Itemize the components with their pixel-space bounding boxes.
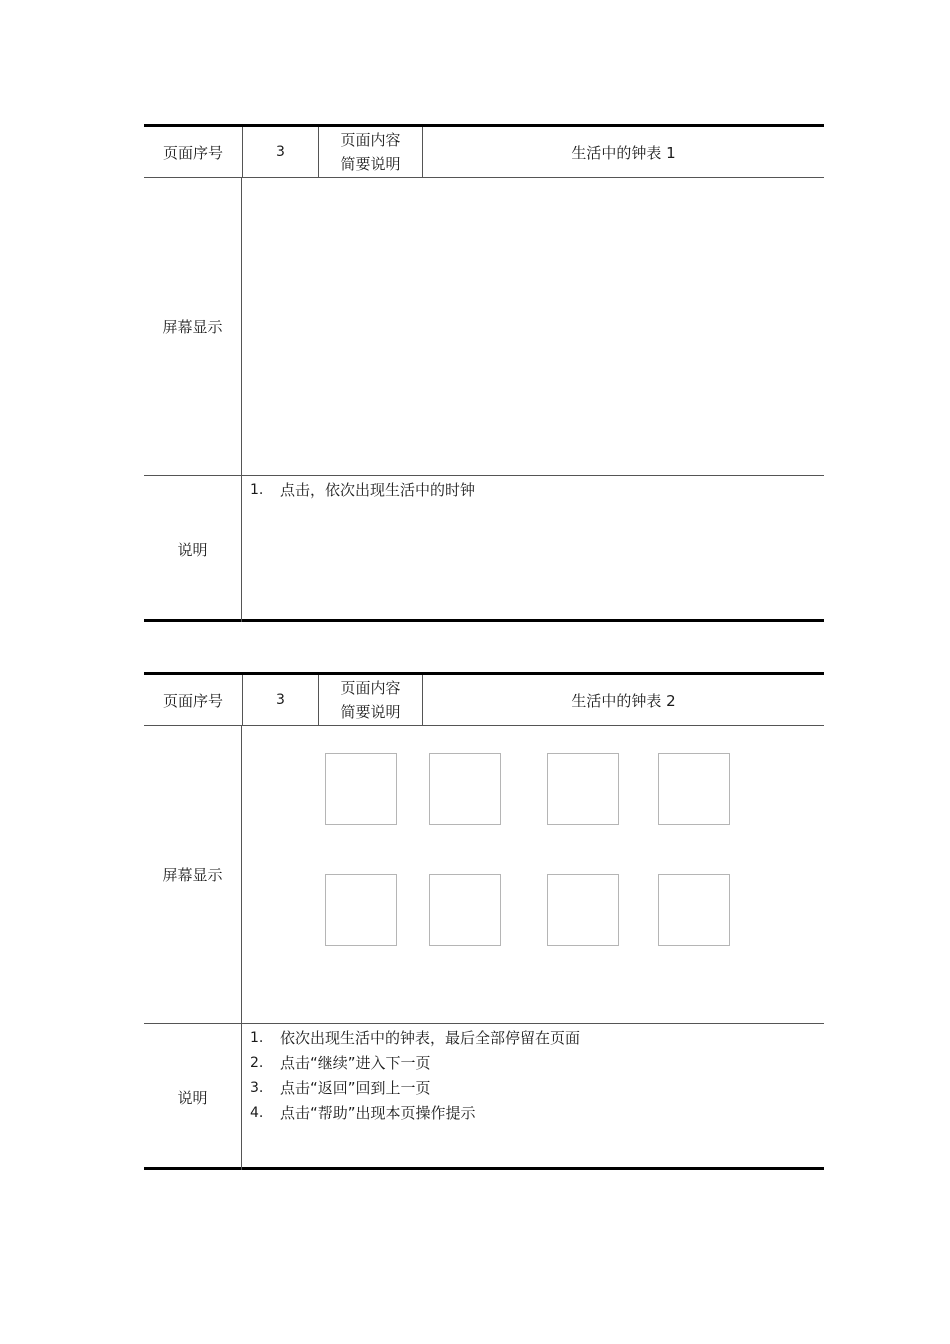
list-item-number: 1.	[250, 1030, 264, 1046]
list-item-number: 1.	[250, 482, 264, 498]
screen-row	[144, 178, 824, 476]
desc-label-line1: 页面内容	[340, 131, 401, 149]
desc-label	[318, 675, 422, 725]
screen-area	[242, 726, 824, 1023]
list-item-text: 点击，依次出现生活中的时钟	[280, 481, 476, 499]
list-item	[250, 1026, 580, 1051]
table-header-row	[144, 675, 824, 726]
list-item	[250, 1076, 580, 1101]
page-title: 生活中的钟表 2	[422, 675, 824, 725]
screen-area	[242, 178, 824, 475]
list-item	[250, 1101, 580, 1126]
seq-value: 3	[242, 675, 318, 725]
table-header-row	[144, 127, 824, 178]
desc-label-line2: 简要说明	[340, 703, 401, 721]
notes-row	[144, 476, 824, 622]
page-title: 生活中的钟表 1	[422, 127, 824, 177]
notes-area	[242, 1024, 824, 1170]
desc-label	[318, 127, 422, 177]
clock-image-placeholder	[658, 874, 730, 946]
notes-list	[250, 478, 475, 503]
screen-label: 屏幕显示	[144, 178, 242, 475]
page-spec-table-2	[144, 672, 824, 1170]
screen-row	[144, 726, 824, 1024]
notes-list	[250, 1026, 580, 1126]
notes-label: 说明	[144, 1024, 242, 1170]
desc-label-line1: 页面内容	[340, 679, 401, 697]
desc-label-line2: 简要说明	[340, 155, 401, 173]
clock-image-placeholder	[429, 874, 501, 946]
screen-label: 屏幕显示	[144, 726, 242, 1023]
clock-image-placeholder	[429, 753, 501, 825]
list-item-text: 点击“继续”进入下一页	[280, 1054, 431, 1072]
clock-image-placeholder	[547, 753, 619, 825]
clock-image-placeholder	[325, 753, 397, 825]
notes-area	[242, 476, 824, 622]
list-item-number: 3.	[250, 1080, 264, 1096]
list-item	[250, 478, 475, 503]
notes-label: 说明	[144, 476, 242, 622]
list-item-text: 依次出现生活中的钟表，最后全部停留在页面	[280, 1029, 581, 1047]
list-item-number: 2.	[250, 1055, 264, 1071]
clock-image-placeholder	[547, 874, 619, 946]
list-item-number: 4.	[250, 1105, 264, 1121]
list-item	[250, 1051, 580, 1076]
list-item-text: 点击“返回”回到上一页	[280, 1079, 431, 1097]
seq-label: 页面序号	[162, 143, 223, 162]
list-item-text: 点击“帮助”出现本页操作提示	[280, 1104, 476, 1122]
page-spec-table-1	[144, 124, 824, 622]
seq-label: 页面序号	[162, 691, 223, 710]
seq-value: 3	[242, 127, 318, 177]
notes-row	[144, 1024, 824, 1170]
clock-image-placeholder	[658, 753, 730, 825]
clock-image-placeholder	[325, 874, 397, 946]
